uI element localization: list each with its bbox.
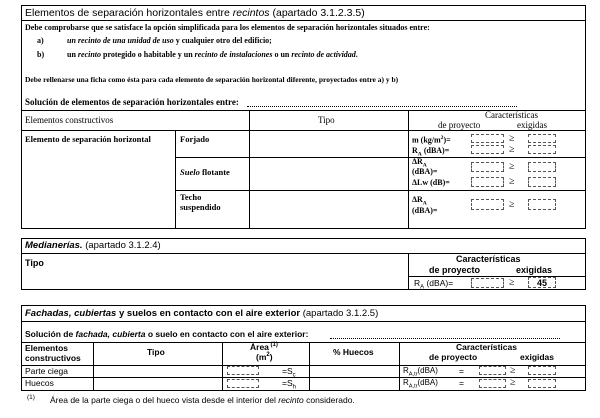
geq-symbol: ≥ (510, 377, 516, 388)
huecos-sh: $=S_h$ (282, 378, 296, 391)
suelo-dra-required-field[interactable] (528, 162, 556, 172)
row-label-parte-ciega: Parte ciega (25, 366, 68, 376)
techo-label-2: suspendido (180, 202, 221, 212)
parte-ciega-ra-required-field[interactable] (528, 366, 556, 375)
geq-symbol: ≥ (509, 199, 515, 210)
forjado-m-required-field[interactable] (528, 134, 556, 143)
item-a-text: un recinto de una unidad de uso y cualquier otro del edificio; (67, 36, 272, 45)
suelo-dlw-project-field[interactable] (471, 177, 504, 187)
divider (21, 130, 586, 131)
divider (175, 130, 176, 229)
divider (399, 342, 400, 391)
header-tipo: Tipo (25, 258, 44, 268)
forjado-label: Forjado (180, 134, 210, 144)
forjado-m-project-field[interactable] (471, 134, 504, 143)
eq-symbol: = (459, 378, 464, 388)
item-b-mark: b) (37, 50, 45, 59)
parte-ciega-sc: $=S_c$ (282, 366, 296, 379)
suelo-label: Suelo flotante (180, 167, 230, 177)
solution-label: Solución de fachada, cubierta o suelo en contacto con el aire exterior: (25, 329, 309, 339)
header-area: Área $^{(1)}$ (250, 342, 278, 352)
header-caract: Características (456, 254, 521, 264)
medianeria-ra-label: $R_A$ (dBA)= (414, 278, 454, 291)
divider (93, 342, 94, 391)
header-caract: Características (485, 110, 538, 120)
header-exigidas: exigidas (520, 352, 555, 362)
header-proyecto: de proyecto (429, 265, 481, 275)
header-elements: Elementos constructivos (25, 115, 114, 125)
forjado-ra-project-field[interactable] (471, 145, 504, 154)
header-elements-1: Elementos (25, 343, 68, 353)
techo-label-1: Techo (180, 192, 202, 202)
medianeria-required-text: 45 (536, 278, 547, 288)
techo-dra-label: $\Delta R_A$ (412, 195, 427, 207)
item-a-mark: a) (37, 36, 44, 45)
header-caract: Características (456, 342, 517, 352)
eq-symbol: = (459, 366, 464, 376)
suelo-dlw-label: ΔLw (dB)= (412, 178, 450, 187)
divider (309, 342, 310, 391)
solution-fill-line (247, 106, 517, 107)
divider (408, 276, 586, 277)
forjado-ra-required-field[interactable] (528, 145, 556, 154)
divider (21, 377, 586, 378)
row-element-label: Elemento de separación horizontal (25, 134, 151, 144)
item-b-text: un recinto protegido o habitable y un recinto de instalaciones o un recinto de actividad. (67, 50, 358, 59)
parte-ciega-ra-label: $R_{A,tr}(dBA)$ (403, 366, 438, 378)
header-tipo: Tipo (318, 115, 335, 125)
section-title: Elementos de separación horizontales entre recintos (apartado 3.1.2.3.5) (25, 7, 365, 19)
parte-ciega-area-field[interactable] (227, 366, 259, 375)
footnote-mark: (1) (27, 394, 35, 401)
divider (175, 190, 586, 191)
huecos-ra-project-field[interactable] (479, 379, 506, 388)
divider (21, 20, 586, 21)
row-label-huecos: Huecos (25, 378, 54, 388)
note-text: Debe rellenarse una ficha como ésta para cada elemento de separación horizontal diferente, proyectados entre a) y b) (25, 75, 399, 84)
geq-symbol: ≥ (509, 133, 515, 144)
suelo-dba-label: (dBA)= (412, 167, 438, 176)
forjado-ra-label: $R_A$ (dBA)= (412, 146, 450, 158)
suelo-dra-label: $\Delta R_A$ (412, 157, 427, 169)
techo-dra-project-field[interactable] (471, 199, 504, 210)
header-exigidas: exigidas (517, 120, 547, 130)
divider (408, 110, 409, 229)
geq-symbol: ≥ (509, 277, 515, 288)
huecos-ra-required-field[interactable] (528, 379, 556, 388)
suelo-dra-project-field[interactable] (471, 162, 504, 172)
geq-symbol: ≥ (509, 176, 515, 187)
solution-fill-line (330, 338, 560, 339)
parte-ciega-ra-project-field[interactable] (479, 366, 506, 375)
huecos-ra-label: $R_{A,tr}(dBA)$ (403, 378, 438, 390)
geq-symbol: ≥ (509, 144, 515, 155)
solution-label: Solución de elementos de separación horizontales entre: (25, 97, 239, 107)
divider (175, 157, 586, 158)
footnote-text: Área de la parte ciega o del hueco vista desde el interior del recinto considerado. (50, 395, 355, 405)
huecos-area-field[interactable] (227, 379, 259, 388)
section-title: Medianerías. (apartado 3.1.2.4) (25, 240, 161, 251)
header-huecos: % Huecos (333, 347, 374, 357)
divider (21, 321, 586, 322)
intro-text: Debe comprobarse que se satisface la opción simplificada para los elementos de separación horizontales situados entre: (25, 23, 430, 32)
header-proyecto: de proyecto (429, 352, 478, 362)
divider (222, 342, 223, 391)
header-exigidas: exigidas (516, 265, 553, 275)
techo-dra-required-field[interactable] (528, 199, 556, 210)
techo-dba-label: (dBA)= (412, 206, 438, 215)
geq-symbol: ≥ (509, 161, 515, 172)
medianeria-ra-project-field[interactable] (471, 278, 504, 288)
geq-symbol: ≥ (510, 365, 516, 376)
divider (408, 253, 409, 290)
header-tipo: Tipo (147, 347, 165, 357)
header-area-unit: $(m^2)$ (256, 352, 273, 362)
divider (249, 110, 250, 229)
section-title: Fachadas, cubiertas y suelos en contacto con el aire exterior (apartado 3.1.2.5) (25, 308, 379, 319)
forjado-m-label: m $(kg/m^2)=$ (412, 135, 451, 145)
header-elements-2: constructivos (25, 353, 81, 363)
header-proyecto: de proyecto (438, 120, 481, 130)
suelo-dlw-required-field[interactable] (528, 177, 556, 187)
